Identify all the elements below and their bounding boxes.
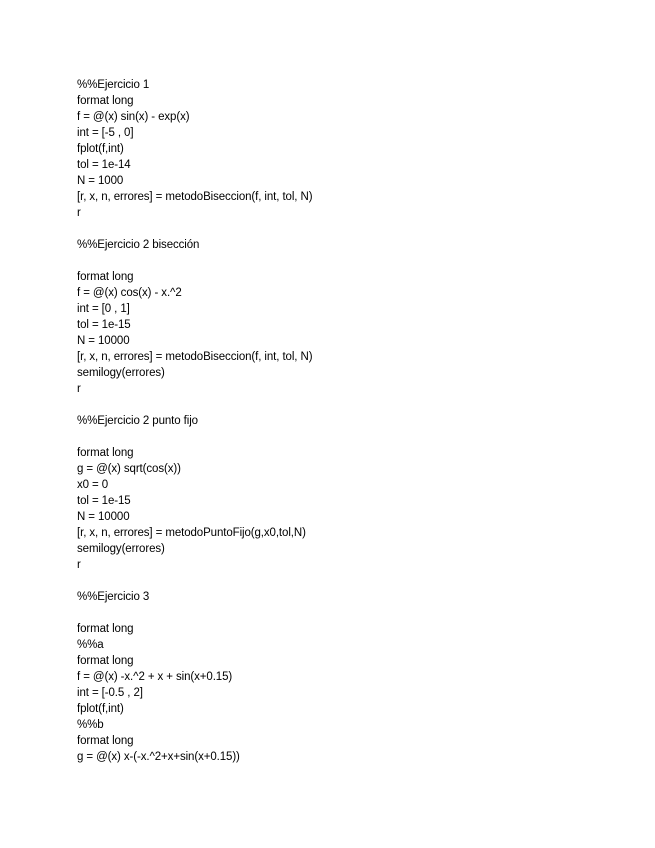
code-line: fplot(f,int) xyxy=(77,703,124,715)
code-line: f = @(x) -x.^2 + x + sin(x+0.15) xyxy=(77,671,233,683)
code-line: N = 1000 xyxy=(77,175,124,187)
code-line: tol = 1e-15 xyxy=(77,495,131,507)
code-line: r xyxy=(77,383,81,395)
code-line: [r, x, n, errores] = metodoPuntoFijo(g,x0,tol,N) xyxy=(77,527,306,539)
code-line: %%Ejercicio 2 bisección xyxy=(77,239,200,251)
code-line: g = @(x) x-(-x.^2+x+sin(x+0.15)) xyxy=(77,751,240,763)
code-listing xyxy=(77,77,637,765)
code-line: format long xyxy=(77,271,134,283)
code-line: int = [-5 , 0] xyxy=(77,127,134,139)
code-line: f = @(x) sin(x) - exp(x) xyxy=(77,111,190,123)
code-line: %%Ejercicio 2 punto fijo xyxy=(77,415,198,427)
code-line: semilogy(errores) xyxy=(77,367,165,379)
blank-line xyxy=(77,429,637,445)
code-line: %%Ejercicio 3 xyxy=(77,591,150,603)
code-line: format long xyxy=(77,735,134,747)
code-line: tol = 1e-14 xyxy=(77,159,131,171)
code-line: [r, x, n, errores] = metodoBiseccion(f, int, tol, N) xyxy=(77,351,313,363)
code-line: %%b xyxy=(77,719,104,731)
code-line: format long xyxy=(77,447,134,459)
code-line: %%Ejercicio 1 xyxy=(77,79,150,91)
code-line: r xyxy=(77,559,81,571)
blank-line xyxy=(77,397,637,413)
blank-line xyxy=(77,605,637,621)
blank-line xyxy=(77,253,637,269)
code-line: format long xyxy=(77,655,134,667)
blank-line xyxy=(77,573,637,589)
code-line: format long xyxy=(77,95,134,107)
code-line: int = [-0.5 , 2] xyxy=(77,687,143,699)
code-line: f = @(x) cos(x) - x.^2 xyxy=(77,287,182,299)
code-line: tol = 1e-15 xyxy=(77,319,131,331)
code-line: g = @(x) sqrt(cos(x)) xyxy=(77,463,181,475)
code-line: x0 = 0 xyxy=(77,479,109,491)
code-line: fplot(f,int) xyxy=(77,143,124,155)
blank-line xyxy=(77,221,637,237)
code-line: format long xyxy=(77,623,134,635)
code-line: semilogy(errores) xyxy=(77,543,165,555)
code-line: [r, x, n, errores] = metodoBiseccion(f, int, tol, N) xyxy=(77,191,313,203)
code-line: int = [0 , 1] xyxy=(77,303,130,315)
code-line: r xyxy=(77,207,81,219)
code-line: N = 10000 xyxy=(77,511,130,523)
code-line: %%a xyxy=(77,639,104,651)
code-line: N = 10000 xyxy=(77,335,130,347)
